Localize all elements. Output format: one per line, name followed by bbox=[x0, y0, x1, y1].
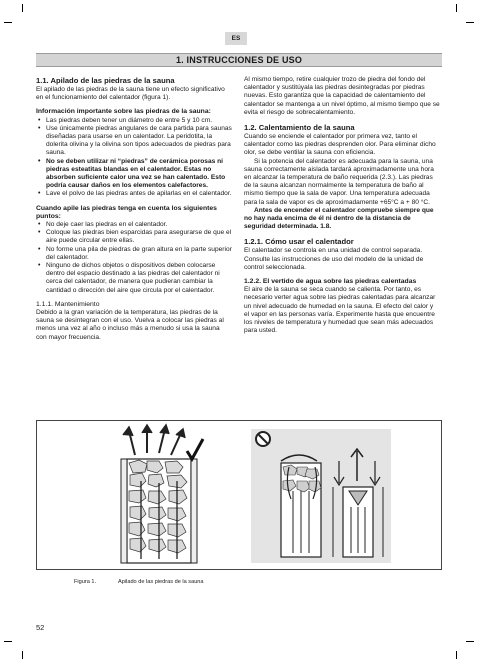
heading-maintenance: 1.1.1. Mantenimiento bbox=[36, 300, 100, 308]
crop-mark bbox=[456, 651, 457, 659]
section-title: 1. INSTRUCCIONES DE USO bbox=[36, 53, 442, 67]
heater-wrong-stones bbox=[281, 455, 321, 557]
crop-mark bbox=[4, 641, 12, 642]
heading-heating: 1.2. Calentamiento de la sauna bbox=[244, 123, 355, 133]
paragraph-continued: Al mismo tiempo, retire cualquier trozo de piedra del fondo del calentador y sustitúyala las piedras desintegradas por piedras nuevas. Esto garantiza que la capacidad de calentamiento del calentador se mantenga a un nivel óptimo, al mismo tiempo que se evita el riesgo de sobrecalentamiento. bbox=[244, 76, 440, 116]
language-tab: ES bbox=[225, 32, 247, 45]
up-arrows-icon bbox=[123, 425, 185, 455]
list-item: • Ninguno de dichos objetos o dispositivos deben colocarse dentro del espacio destinado a las piedras del calentador ni cerca del calentador, de manera que pudieran cambiar la cantidad o dirección del aire que circula por el calentador. bbox=[36, 262, 232, 295]
list-item: • No deje caer las piedras en el calentador. bbox=[36, 221, 232, 229]
list-item: • Use únicamente piedras angulares de cara partida para saunas diseñadas para usarse en un calentador. La peridotita, la dolerita olivina y la olivina son tipos adecuados de piedras para sauna. bbox=[36, 125, 232, 158]
heater-illustration bbox=[37, 421, 443, 571]
crop-mark bbox=[22, 651, 23, 659]
crop-mark bbox=[466, 22, 474, 23]
checkmark-icon bbox=[187, 439, 203, 459]
list-item: • Coloque las piedras bien esparcidas para asegurarse de que el aire puede circular entre ellas. bbox=[36, 229, 232, 245]
paragraph-maintenance: Debido a la gran variación de la temperatura, las piedras de la sauna se desintegran con el uso. Vuelva a colocar las piedras al menos una vez al año o incluso más a menudo si usa la sauna con mayor frecuencia. bbox=[36, 309, 224, 341]
figure-stone-stacking bbox=[36, 420, 442, 570]
prohibited-icon bbox=[256, 432, 270, 446]
list-item: • No forme una pila de piedras de gran altura en la parte superior del calentador. bbox=[36, 246, 232, 262]
paragraph-heating-b: Si la potencia del calentador es adecuada para la sauna, una sauna correctamente aislada tardará aproximadamente una hora en alcanzar la temperatura de baño requerida (2.3.). Las piedras de la sauna alcanzan normalmente la temperatura de baño al mismo tiempo que la sala de vapor. Una temperatura adecuada para la sala de vapor es de aproximadamente +65°C a + 80 °C. bbox=[244, 157, 434, 206]
figure-label: Figura 1. bbox=[74, 579, 97, 585]
list-item-warning: • No se deben utilizar ni “piedras” de cerámica porosas ni piedras esteatitas blandas en el calentador. Estas no absorben suficiente calor una vez se han calentado. Esto podría causar daños en los elementos calefactores. bbox=[36, 158, 232, 191]
paragraph-heating-warning: Antes de encender el calentador compruebe siempre que no hay nada encima de él ni dentro de la distancia de seguridad determinada. 1.8. bbox=[244, 206, 434, 231]
crop-mark bbox=[4, 22, 12, 23]
figure-caption: Apilado de las piedras de la sauna bbox=[118, 579, 204, 585]
crop-mark bbox=[466, 641, 474, 642]
heading-stone-stacking: 1.1. Apilado de las piedras de la sauna bbox=[36, 76, 175, 85]
stone-info-list bbox=[36, 117, 232, 199]
list-item: • Lave el polvo de las piedras antes de apilarlas en el calentador. bbox=[36, 190, 232, 198]
paragraph-using-heater: El calentador se controla en una unidad de control separada. Consulte las instrucciones de uso del modelo de la unidad de control seleccionada. bbox=[244, 247, 424, 271]
paragraph-intro: El apilado de las piedras de la sauna tiene un efecto significativo en el funcionamiento del calentador (figura 1). bbox=[36, 86, 225, 102]
heading-stacking-points: Cuando apile las piedras tenga en cuenta los siguientes puntos: bbox=[36, 204, 217, 220]
crop-mark bbox=[22, 4, 23, 12]
heater-correct bbox=[121, 425, 197, 563]
right-column bbox=[244, 76, 440, 335]
paragraph-throwing-water: El aire de la sauna se seca cuando se calienta. Por tanto, es necesario verter agua sobre las piedras calentadas para alcanzar un nivel adecuado de humedad en la sauna. El efecto del calor y el vapor en las personas varía. Experimente hasta que encuentre los niveles de temperatura y humedad que sean más adecuados para usted. bbox=[244, 286, 436, 335]
list-item: • Las piedras deben tener un diámetro de entre 5 y 10 cm. bbox=[36, 117, 232, 125]
page-number: 52 bbox=[36, 623, 45, 632]
heading-stone-info: Información importante sobre las piedras de la sauna: bbox=[36, 108, 211, 116]
paragraph-heating-a: Cuando se enciende el calentador por primera vez, tanto el calentador como las piedras desprenden olor. Para eliminar dicho olor, se debe ventilar la sauna con eficiencia. bbox=[244, 133, 436, 157]
crop-mark bbox=[456, 4, 457, 12]
heading-throwing-water: 1.2.2. El vertido de agua sobre las piedras calentadas bbox=[244, 278, 417, 286]
stacking-list bbox=[36, 221, 232, 295]
heading-using-heater: 1.2.1. Cómo usar el calentador bbox=[244, 237, 354, 247]
left-column bbox=[36, 76, 232, 342]
